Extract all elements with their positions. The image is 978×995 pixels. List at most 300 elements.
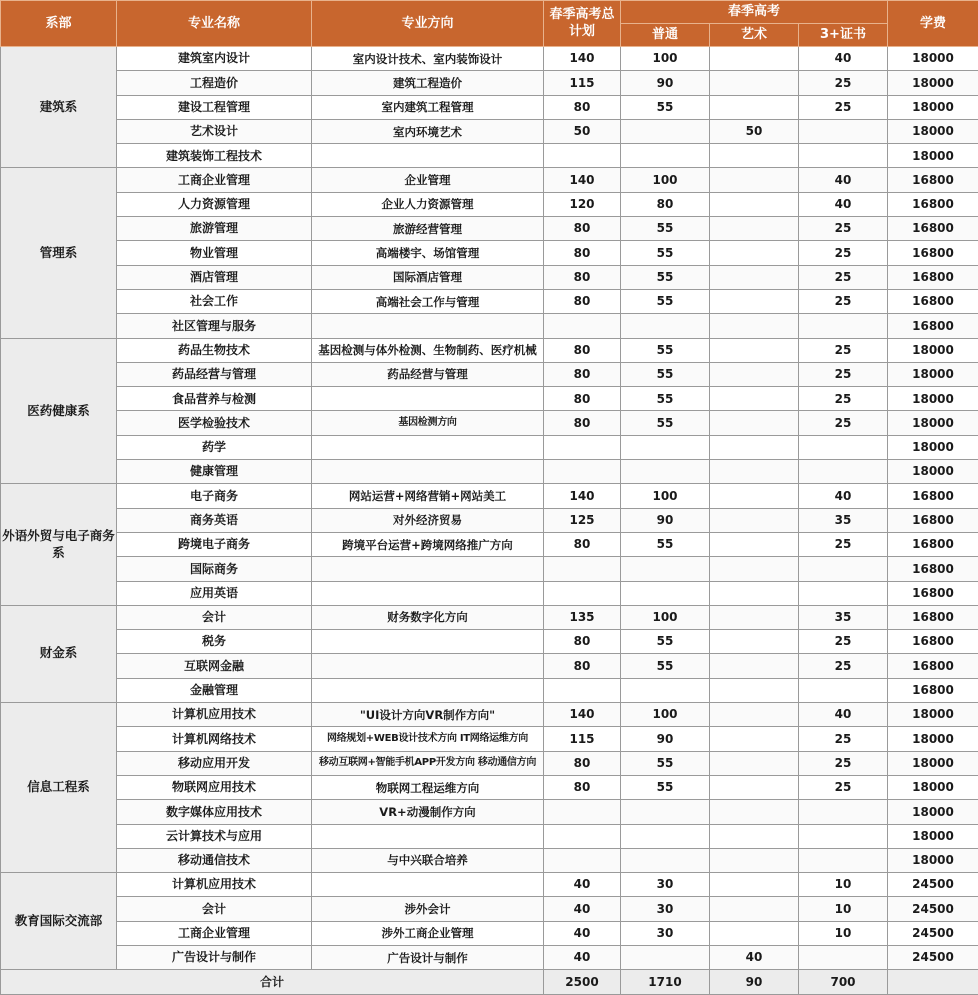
regular-cell: 55 bbox=[621, 751, 710, 775]
art-cell bbox=[710, 411, 799, 435]
direction-cell bbox=[312, 873, 544, 897]
art-cell bbox=[710, 654, 799, 678]
major-cell: 数字媒体应用技术 bbox=[117, 800, 312, 824]
cert-cell: 25 bbox=[799, 411, 888, 435]
total-cell: 80 bbox=[544, 289, 621, 313]
regular-cell: 100 bbox=[621, 605, 710, 629]
major-cell: 酒店管理 bbox=[117, 265, 312, 289]
table-row bbox=[1, 921, 978, 945]
tuition-cell: 24500 bbox=[888, 945, 978, 969]
major-cell: 移动应用开发 bbox=[117, 751, 312, 775]
major-cell: 工商企业管理 bbox=[117, 168, 312, 192]
major-cell: 药学 bbox=[117, 435, 312, 459]
art-cell bbox=[710, 484, 799, 508]
table-row bbox=[1, 168, 978, 192]
table-row bbox=[1, 945, 978, 969]
regular-cell: 55 bbox=[621, 289, 710, 313]
spring-group-header: 春季高考 bbox=[621, 1, 888, 24]
direction-cell: 涉外会计 bbox=[312, 897, 544, 921]
cert-cell: 25 bbox=[799, 241, 888, 265]
art-cell bbox=[710, 678, 799, 702]
table-header bbox=[1, 1, 978, 47]
tuition-cell: 18000 bbox=[888, 144, 978, 168]
tuition-cell: 18000 bbox=[888, 47, 978, 71]
art-cell bbox=[710, 265, 799, 289]
direction-cell: 涉外工商企业管理 bbox=[312, 921, 544, 945]
department-cell: 教育国际交流部 bbox=[1, 873, 117, 970]
regular-cell bbox=[621, 557, 710, 581]
direction-cell: 跨境平台运营+跨境网络推广方向 bbox=[312, 532, 544, 556]
regular-cell: 55 bbox=[621, 338, 710, 362]
total-cell: 40 bbox=[544, 921, 621, 945]
direction-cell: 物联网工程运维方向 bbox=[312, 775, 544, 799]
cert-cell: 25 bbox=[799, 362, 888, 386]
cert-cell: 25 bbox=[799, 217, 888, 241]
spring-total-header-text: 春季高考总计划 bbox=[549, 7, 614, 39]
tuition-cell: 18000 bbox=[888, 95, 978, 119]
art-cell bbox=[710, 435, 799, 459]
art-cell bbox=[710, 71, 799, 95]
major-cell: 金融管理 bbox=[117, 678, 312, 702]
direction-cell: 室内设计技术、室内装饰设计 bbox=[312, 47, 544, 71]
department-cell: 医药健康系 bbox=[1, 338, 117, 484]
art-sum-cell: 90 bbox=[710, 970, 799, 994]
art-cell bbox=[710, 508, 799, 532]
regular-cell bbox=[621, 800, 710, 824]
art-cell bbox=[710, 751, 799, 775]
cert-cell bbox=[799, 460, 888, 484]
total-cell: 50 bbox=[544, 119, 621, 143]
major-cell: 计算机应用技术 bbox=[117, 703, 312, 727]
cert-cell bbox=[799, 678, 888, 702]
tuition-cell: 16800 bbox=[888, 289, 978, 313]
direction-cell: 药品经营与管理 bbox=[312, 362, 544, 386]
total-cell: 40 bbox=[544, 945, 621, 969]
tuition-cell: 16800 bbox=[888, 654, 978, 678]
total-cell: 80 bbox=[544, 775, 621, 799]
direction-cell: 企业管理 bbox=[312, 168, 544, 192]
tuition-cell: 18000 bbox=[888, 435, 978, 459]
art-cell bbox=[710, 241, 799, 265]
total-cell: 115 bbox=[544, 727, 621, 751]
regular-cell bbox=[621, 460, 710, 484]
cert-cell: 35 bbox=[799, 605, 888, 629]
direction-cell: 广告设计与制作 bbox=[312, 945, 544, 969]
regular-cell: 55 bbox=[621, 775, 710, 799]
major-cell: 社会工作 bbox=[117, 289, 312, 313]
tuition-cell: 18000 bbox=[888, 751, 978, 775]
major-cell: 移动通信技术 bbox=[117, 848, 312, 872]
art-cell bbox=[710, 362, 799, 386]
regular-cell: 55 bbox=[621, 265, 710, 289]
art-cell bbox=[710, 848, 799, 872]
direction-cell: 移动互联网+智能手机APP开发方向 移动通信方向 bbox=[312, 751, 544, 775]
table-row bbox=[1, 532, 978, 556]
major-cell: 电子商务 bbox=[117, 484, 312, 508]
cert-cell: 25 bbox=[799, 95, 888, 119]
major-cell: 会计 bbox=[117, 897, 312, 921]
direction-cell bbox=[312, 387, 544, 411]
art-header: 艺术 bbox=[710, 24, 799, 47]
total-cell bbox=[544, 800, 621, 824]
cert-sum-cell: 700 bbox=[799, 970, 888, 994]
cert-cell bbox=[799, 824, 888, 848]
tuition-cell: 16800 bbox=[888, 314, 978, 338]
direction-cell: 室内环境艺术 bbox=[312, 119, 544, 143]
table-row bbox=[1, 678, 978, 702]
major-cell: 旅游管理 bbox=[117, 217, 312, 241]
major-header: 专业名称 bbox=[117, 1, 312, 47]
regular-cell: 55 bbox=[621, 411, 710, 435]
tuition-cell: 16800 bbox=[888, 581, 978, 605]
total-sum-cell: 2500 bbox=[544, 970, 621, 994]
total-cell bbox=[544, 435, 621, 459]
regular-cell: 55 bbox=[621, 241, 710, 265]
art-cell bbox=[710, 824, 799, 848]
tuition-cell: 18000 bbox=[888, 387, 978, 411]
art-cell bbox=[710, 95, 799, 119]
cert-cell bbox=[799, 119, 888, 143]
direction-cell: 高端楼宇、场馆管理 bbox=[312, 241, 544, 265]
direction-cell: 企业人力资源管理 bbox=[312, 192, 544, 216]
major-cell: 医学检验技术 bbox=[117, 411, 312, 435]
total-cell: 80 bbox=[544, 532, 621, 556]
table-row bbox=[1, 411, 978, 435]
direction-cell bbox=[312, 581, 544, 605]
tuition-cell: 18000 bbox=[888, 727, 978, 751]
cert-cell: 40 bbox=[799, 703, 888, 727]
table-row bbox=[1, 630, 978, 654]
table-body bbox=[1, 47, 978, 995]
art-cell: 40 bbox=[710, 945, 799, 969]
regular-cell: 90 bbox=[621, 71, 710, 95]
tuition-cell: 16800 bbox=[888, 241, 978, 265]
art-cell bbox=[710, 168, 799, 192]
department-header: 系部 bbox=[1, 1, 117, 47]
major-cell: 计算机网络技术 bbox=[117, 727, 312, 751]
direction-cell bbox=[312, 630, 544, 654]
cert-cell: 25 bbox=[799, 775, 888, 799]
tuition-cell: 16800 bbox=[888, 557, 978, 581]
art-cell bbox=[710, 192, 799, 216]
tuition-cell: 18000 bbox=[888, 703, 978, 727]
table-row bbox=[1, 800, 978, 824]
table-row bbox=[1, 775, 978, 799]
major-cell: 建设工程管理 bbox=[117, 95, 312, 119]
tuition-cell: 16800 bbox=[888, 484, 978, 508]
cert-cell bbox=[799, 800, 888, 824]
regular-cell: 100 bbox=[621, 168, 710, 192]
table-row bbox=[1, 119, 978, 143]
art-cell bbox=[710, 873, 799, 897]
tuition-cell: 18000 bbox=[888, 460, 978, 484]
major-cell: 健康管理 bbox=[117, 460, 312, 484]
direction-header: 专业方向 bbox=[312, 1, 544, 47]
total-cell: 40 bbox=[544, 897, 621, 921]
cert-cell bbox=[799, 581, 888, 605]
cert-cell: 25 bbox=[799, 338, 888, 362]
total-cell: 80 bbox=[544, 630, 621, 654]
cert-cell bbox=[799, 144, 888, 168]
major-cell: 云计算技术与应用 bbox=[117, 824, 312, 848]
total-cell: 80 bbox=[544, 265, 621, 289]
total-cell bbox=[544, 314, 621, 338]
art-cell bbox=[710, 144, 799, 168]
total-cell: 80 bbox=[544, 362, 621, 386]
regular-cell bbox=[621, 678, 710, 702]
major-cell: 人力资源管理 bbox=[117, 192, 312, 216]
table-row bbox=[1, 265, 978, 289]
direction-cell bbox=[312, 144, 544, 168]
regular-cell: 55 bbox=[621, 362, 710, 386]
tuition-cell: 16800 bbox=[888, 168, 978, 192]
major-cell: 药品经营与管理 bbox=[117, 362, 312, 386]
major-cell: 应用英语 bbox=[117, 581, 312, 605]
major-cell: 计算机应用技术 bbox=[117, 873, 312, 897]
major-cell: 税务 bbox=[117, 630, 312, 654]
direction-cell bbox=[312, 435, 544, 459]
regular-cell: 90 bbox=[621, 508, 710, 532]
major-cell: 国际商务 bbox=[117, 557, 312, 581]
art-cell: 50 bbox=[710, 119, 799, 143]
art-cell bbox=[710, 338, 799, 362]
department-cell: 财金系 bbox=[1, 605, 117, 702]
major-cell: 建筑装饰工程技术 bbox=[117, 144, 312, 168]
cert-cell: 25 bbox=[799, 289, 888, 313]
major-cell: 商务英语 bbox=[117, 508, 312, 532]
total-cell: 80 bbox=[544, 95, 621, 119]
total-cell: 40 bbox=[544, 873, 621, 897]
department-cell: 信息工程系 bbox=[1, 703, 117, 873]
tuition-cell: 24500 bbox=[888, 873, 978, 897]
tuition-sum-cell bbox=[888, 970, 978, 994]
table-row bbox=[1, 484, 978, 508]
tuition-cell: 18000 bbox=[888, 824, 978, 848]
table-row bbox=[1, 47, 978, 71]
total-cell: 80 bbox=[544, 654, 621, 678]
art-cell bbox=[710, 217, 799, 241]
art-cell bbox=[710, 387, 799, 411]
tuition-cell: 18000 bbox=[888, 775, 978, 799]
tuition-cell: 16800 bbox=[888, 265, 978, 289]
major-cell: 会计 bbox=[117, 605, 312, 629]
regular-header: 普通 bbox=[621, 24, 710, 47]
table-row bbox=[1, 581, 978, 605]
major-cell: 食品营养与检测 bbox=[117, 387, 312, 411]
total-cell: 80 bbox=[544, 751, 621, 775]
art-cell bbox=[710, 703, 799, 727]
table-row bbox=[1, 387, 978, 411]
direction-cell: 与中兴联合培养 bbox=[312, 848, 544, 872]
table-row bbox=[1, 241, 978, 265]
table-row bbox=[1, 314, 978, 338]
major-cell: 互联网金融 bbox=[117, 654, 312, 678]
direction-cell: 基因检测与体外检测、生物制药、医疗机械 bbox=[312, 338, 544, 362]
cert-cell: 35 bbox=[799, 508, 888, 532]
total-cell: 80 bbox=[544, 217, 621, 241]
direction-cell: 旅游经营管理 bbox=[312, 217, 544, 241]
direction-cell: VR+动漫制作方向 bbox=[312, 800, 544, 824]
totals-label: 合计 bbox=[1, 970, 544, 994]
regular-cell bbox=[621, 945, 710, 969]
table-row bbox=[1, 289, 978, 313]
cert-cell: 25 bbox=[799, 532, 888, 556]
direction-cell: 基因检测方向 bbox=[312, 411, 544, 435]
table-row bbox=[1, 508, 978, 532]
major-cell: 药品生物技术 bbox=[117, 338, 312, 362]
total-cell: 80 bbox=[544, 338, 621, 362]
regular-cell: 30 bbox=[621, 873, 710, 897]
art-cell bbox=[710, 289, 799, 313]
tuition-cell: 18000 bbox=[888, 71, 978, 95]
total-cell bbox=[544, 144, 621, 168]
art-cell bbox=[710, 727, 799, 751]
direction-cell: "UI设计方向VR制作方向" bbox=[312, 703, 544, 727]
tuition-cell: 16800 bbox=[888, 192, 978, 216]
table-row bbox=[1, 144, 978, 168]
table-row bbox=[1, 71, 978, 95]
major-cell: 工商企业管理 bbox=[117, 921, 312, 945]
cert-cell: 25 bbox=[799, 71, 888, 95]
tuition-cell: 18000 bbox=[888, 119, 978, 143]
major-cell: 物联网应用技术 bbox=[117, 775, 312, 799]
total-cell: 120 bbox=[544, 192, 621, 216]
direction-cell bbox=[312, 314, 544, 338]
cert-cell bbox=[799, 848, 888, 872]
table-row bbox=[1, 897, 978, 921]
direction-cell bbox=[312, 654, 544, 678]
cert-cell: 25 bbox=[799, 727, 888, 751]
direction-cell: 财务数字化方向 bbox=[312, 605, 544, 629]
art-cell bbox=[710, 921, 799, 945]
tuition-header: 学费 bbox=[888, 1, 978, 47]
major-cell: 建筑室内设计 bbox=[117, 47, 312, 71]
table-row bbox=[1, 435, 978, 459]
regular-cell: 30 bbox=[621, 897, 710, 921]
cert-cell: 40 bbox=[799, 484, 888, 508]
art-cell bbox=[710, 532, 799, 556]
tuition-cell: 16800 bbox=[888, 532, 978, 556]
art-cell bbox=[710, 775, 799, 799]
cert-cell: 25 bbox=[799, 751, 888, 775]
cert-cell: 25 bbox=[799, 265, 888, 289]
tuition-cell: 16800 bbox=[888, 605, 978, 629]
direction-cell: 国际酒店管理 bbox=[312, 265, 544, 289]
cert-cell bbox=[799, 435, 888, 459]
regular-cell bbox=[621, 848, 710, 872]
direction-cell bbox=[312, 678, 544, 702]
regular-cell: 100 bbox=[621, 484, 710, 508]
cert-cell: 40 bbox=[799, 192, 888, 216]
total-cell bbox=[544, 848, 621, 872]
regular-cell: 55 bbox=[621, 532, 710, 556]
cert-cell: 40 bbox=[799, 47, 888, 71]
major-cell: 工程造价 bbox=[117, 71, 312, 95]
direction-cell: 对外经济贸易 bbox=[312, 508, 544, 532]
total-cell: 80 bbox=[544, 241, 621, 265]
tuition-cell: 18000 bbox=[888, 362, 978, 386]
art-cell bbox=[710, 557, 799, 581]
department-cell: 建筑系 bbox=[1, 47, 117, 168]
regular-cell bbox=[621, 314, 710, 338]
major-cell: 广告设计与制作 bbox=[117, 945, 312, 969]
major-cell: 物业管理 bbox=[117, 241, 312, 265]
major-cell: 跨境电子商务 bbox=[117, 532, 312, 556]
regular-cell: 55 bbox=[621, 95, 710, 119]
cert-cell: 10 bbox=[799, 873, 888, 897]
table-row bbox=[1, 95, 978, 119]
regular-cell: 55 bbox=[621, 654, 710, 678]
major-cell: 社区管理与服务 bbox=[117, 314, 312, 338]
table-row bbox=[1, 460, 978, 484]
regular-sum-cell: 1710 bbox=[621, 970, 710, 994]
table-row bbox=[1, 217, 978, 241]
total-cell: 80 bbox=[544, 387, 621, 411]
cert-cell: 25 bbox=[799, 630, 888, 654]
table-row bbox=[1, 605, 978, 629]
tuition-cell: 18000 bbox=[888, 411, 978, 435]
table-row bbox=[1, 848, 978, 872]
regular-cell bbox=[621, 144, 710, 168]
total-cell bbox=[544, 460, 621, 484]
table-row bbox=[1, 703, 978, 727]
tuition-cell: 16800 bbox=[888, 630, 978, 654]
direction-cell bbox=[312, 557, 544, 581]
regular-cell bbox=[621, 824, 710, 848]
regular-cell bbox=[621, 435, 710, 459]
total-cell: 140 bbox=[544, 703, 621, 727]
cert-cell: 10 bbox=[799, 897, 888, 921]
regular-cell bbox=[621, 119, 710, 143]
direction-cell: 建筑工程造价 bbox=[312, 71, 544, 95]
table-row bbox=[1, 362, 978, 386]
regular-cell: 90 bbox=[621, 727, 710, 751]
table-row bbox=[1, 654, 978, 678]
direction-cell: 网络规划+WEB设计技术方向 IT网络运维方向 bbox=[312, 727, 544, 751]
regular-cell: 30 bbox=[621, 921, 710, 945]
table-row bbox=[1, 557, 978, 581]
tuition-cell: 16800 bbox=[888, 508, 978, 532]
table-row bbox=[1, 338, 978, 362]
direction-cell: 网站运营+网络营销+网站美工 bbox=[312, 484, 544, 508]
art-cell bbox=[710, 630, 799, 654]
cert-cell bbox=[799, 557, 888, 581]
direction-cell bbox=[312, 824, 544, 848]
tuition-cell: 16800 bbox=[888, 217, 978, 241]
table-row bbox=[1, 727, 978, 751]
total-cell: 140 bbox=[544, 47, 621, 71]
art-cell bbox=[710, 605, 799, 629]
major-cell: 艺术设计 bbox=[117, 119, 312, 143]
total-cell bbox=[544, 824, 621, 848]
regular-cell: 100 bbox=[621, 703, 710, 727]
art-cell bbox=[710, 47, 799, 71]
art-cell bbox=[710, 897, 799, 921]
art-cell bbox=[710, 460, 799, 484]
cert-cell: 40 bbox=[799, 168, 888, 192]
art-cell bbox=[710, 314, 799, 338]
three-plus-header: 3+证书 bbox=[799, 24, 888, 47]
art-cell bbox=[710, 581, 799, 605]
total-cell: 140 bbox=[544, 484, 621, 508]
total-cell bbox=[544, 678, 621, 702]
table-row bbox=[1, 873, 978, 897]
cert-cell: 25 bbox=[799, 654, 888, 678]
tuition-cell: 16800 bbox=[888, 678, 978, 702]
department-cell: 管理系 bbox=[1, 168, 117, 338]
cert-cell bbox=[799, 314, 888, 338]
regular-cell: 100 bbox=[621, 47, 710, 71]
